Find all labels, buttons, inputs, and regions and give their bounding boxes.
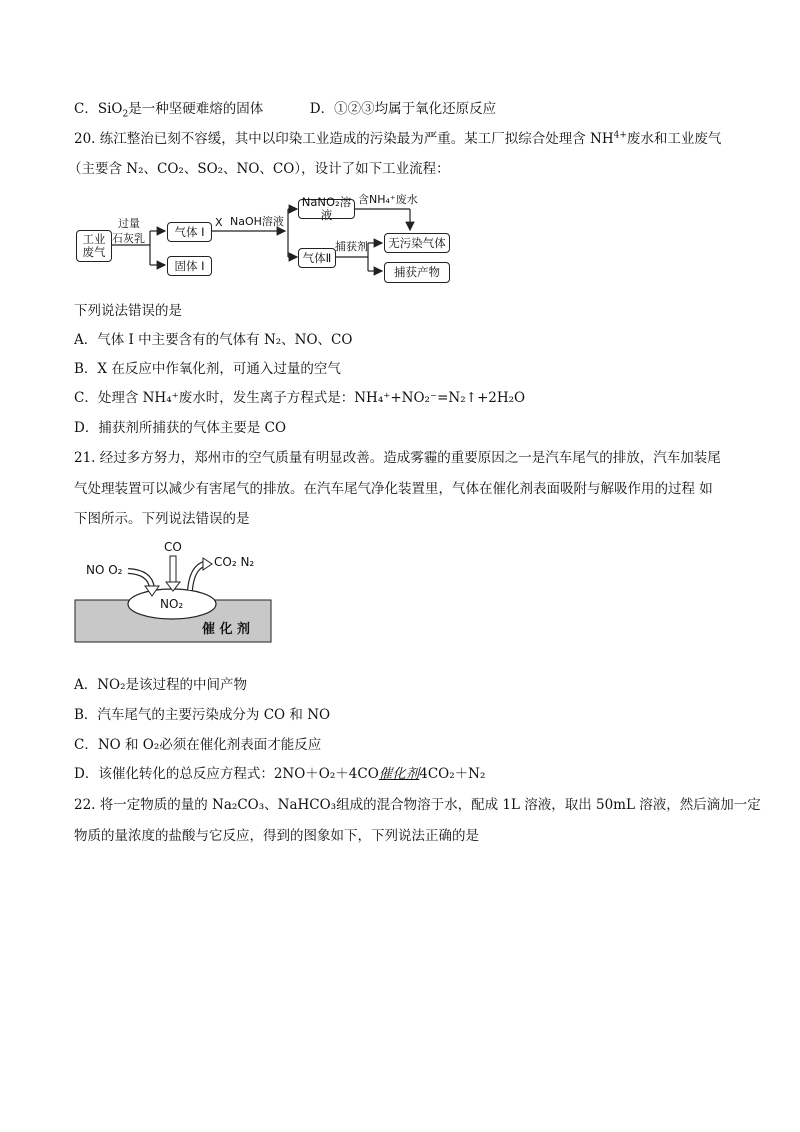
flow-captured-product: 捕获产物 [384, 262, 450, 283]
q20-question: 下列说法错误的是 [74, 303, 182, 319]
flow-naoh-label: NaOH溶液 [230, 215, 284, 228]
flow-gas-1: 气体 I [167, 222, 212, 242]
q21-option-b: B．汽车尾气的主要污染成分为 CO 和 NO [74, 707, 331, 723]
flow-industrial-exhaust: 工业 废气 [76, 230, 112, 262]
diagram-co2-n2-label: CO₂ N₂ [214, 555, 255, 569]
diagram-catalyst-label: 催 化 剂 [202, 622, 251, 637]
flow-gas-2: 气体Ⅱ [298, 248, 336, 268]
q20-stem-line1: 20. 练江整治已刻不容缓，其中以印染工业造成的污染最为严重。某工厂拟综合处理含 $NH^{4+}$废水和工业废气 [74, 130, 722, 147]
q20-option-a: A．气体 I 中主要含有的气体有 N₂、NO、CO [74, 332, 353, 348]
q21-option-d: D．该催化转化的总反应方程式：2NO＋O₂＋4CO催化剂4CO₂＋N₂ [74, 766, 486, 782]
q21-stem-line2: 气处理装置可以减少有害尾气的排放。在汽车尾气净化装置里，气体在催化剂表面吸附与解吸作用的过程 如 [74, 481, 713, 497]
diagram-no-o2-label: NO O₂ [86, 563, 123, 577]
q20-option-c: C．处理含 NH₄⁺废水时，发生离子方程式是：NH₄⁺+NO₂⁻=N₂↑+2H₂O [74, 390, 526, 406]
q21-stem-line3: 下图所示。下列说法错误的是 [74, 511, 250, 527]
flow-nh4-wastewater: 含NH₄⁺废水 [358, 193, 418, 206]
flow-reagent-top: 过量 [118, 217, 140, 230]
reaction-condition: 催化剂 [378, 766, 420, 782]
flow-reagent-bottom: 石灰乳 [112, 232, 145, 245]
flow-x-label: X [215, 216, 223, 229]
q19-option-d: D．①②③均属于氧化还原反应 [309, 101, 497, 117]
q20-stem-line2: （主要含 N₂、CO₂、SO₂、NO、CO），设计了如下工业流程： [68, 161, 450, 177]
q19-option-c: C．SiO$_2$是一种坚硬难熔的固体 [74, 101, 264, 120]
q21-stem-line1: 21. 经过多方努力，郑州市的空气质量有明显改善。造成雾霾的重要原因之一是汽车尾气的排放，汽车加装尾 [74, 450, 721, 466]
q22-stem-line2: 物质的量浓度的盐酸与它反应，得到的图象如下，下列说法正确的是 [74, 828, 479, 844]
q21-option-a: A．NO₂是该过程的中间产物 [74, 677, 248, 693]
flow-clean-gas: 无污染气体 [384, 233, 450, 253]
flow-nano2-solution: NaNO₂溶液 [298, 199, 355, 219]
q22-stem-line1: 22. 将一定物质的量的 Na₂CO₃、NaHCO₃组成的混合物溶于水，配成 1L 溶液，取出 50mL 溶液，然后滴加一定 [74, 797, 761, 813]
q20-option-b: B．X 在反应中作氧化剂，可通入过量的空气 [74, 361, 341, 377]
q21-option-c: C．NO 和 O₂必须在催化剂表面才能反应 [74, 737, 322, 753]
flow-capture-agent: 捕获剂 [335, 240, 368, 253]
diagram-no2-label: NO₂ [160, 597, 184, 611]
diagram-co-label: CO [164, 540, 182, 554]
q20-option-d: D．捕获剂所捕获的气体主要是 CO [74, 420, 287, 436]
flow-solid-1: 固体 I [167, 256, 212, 276]
